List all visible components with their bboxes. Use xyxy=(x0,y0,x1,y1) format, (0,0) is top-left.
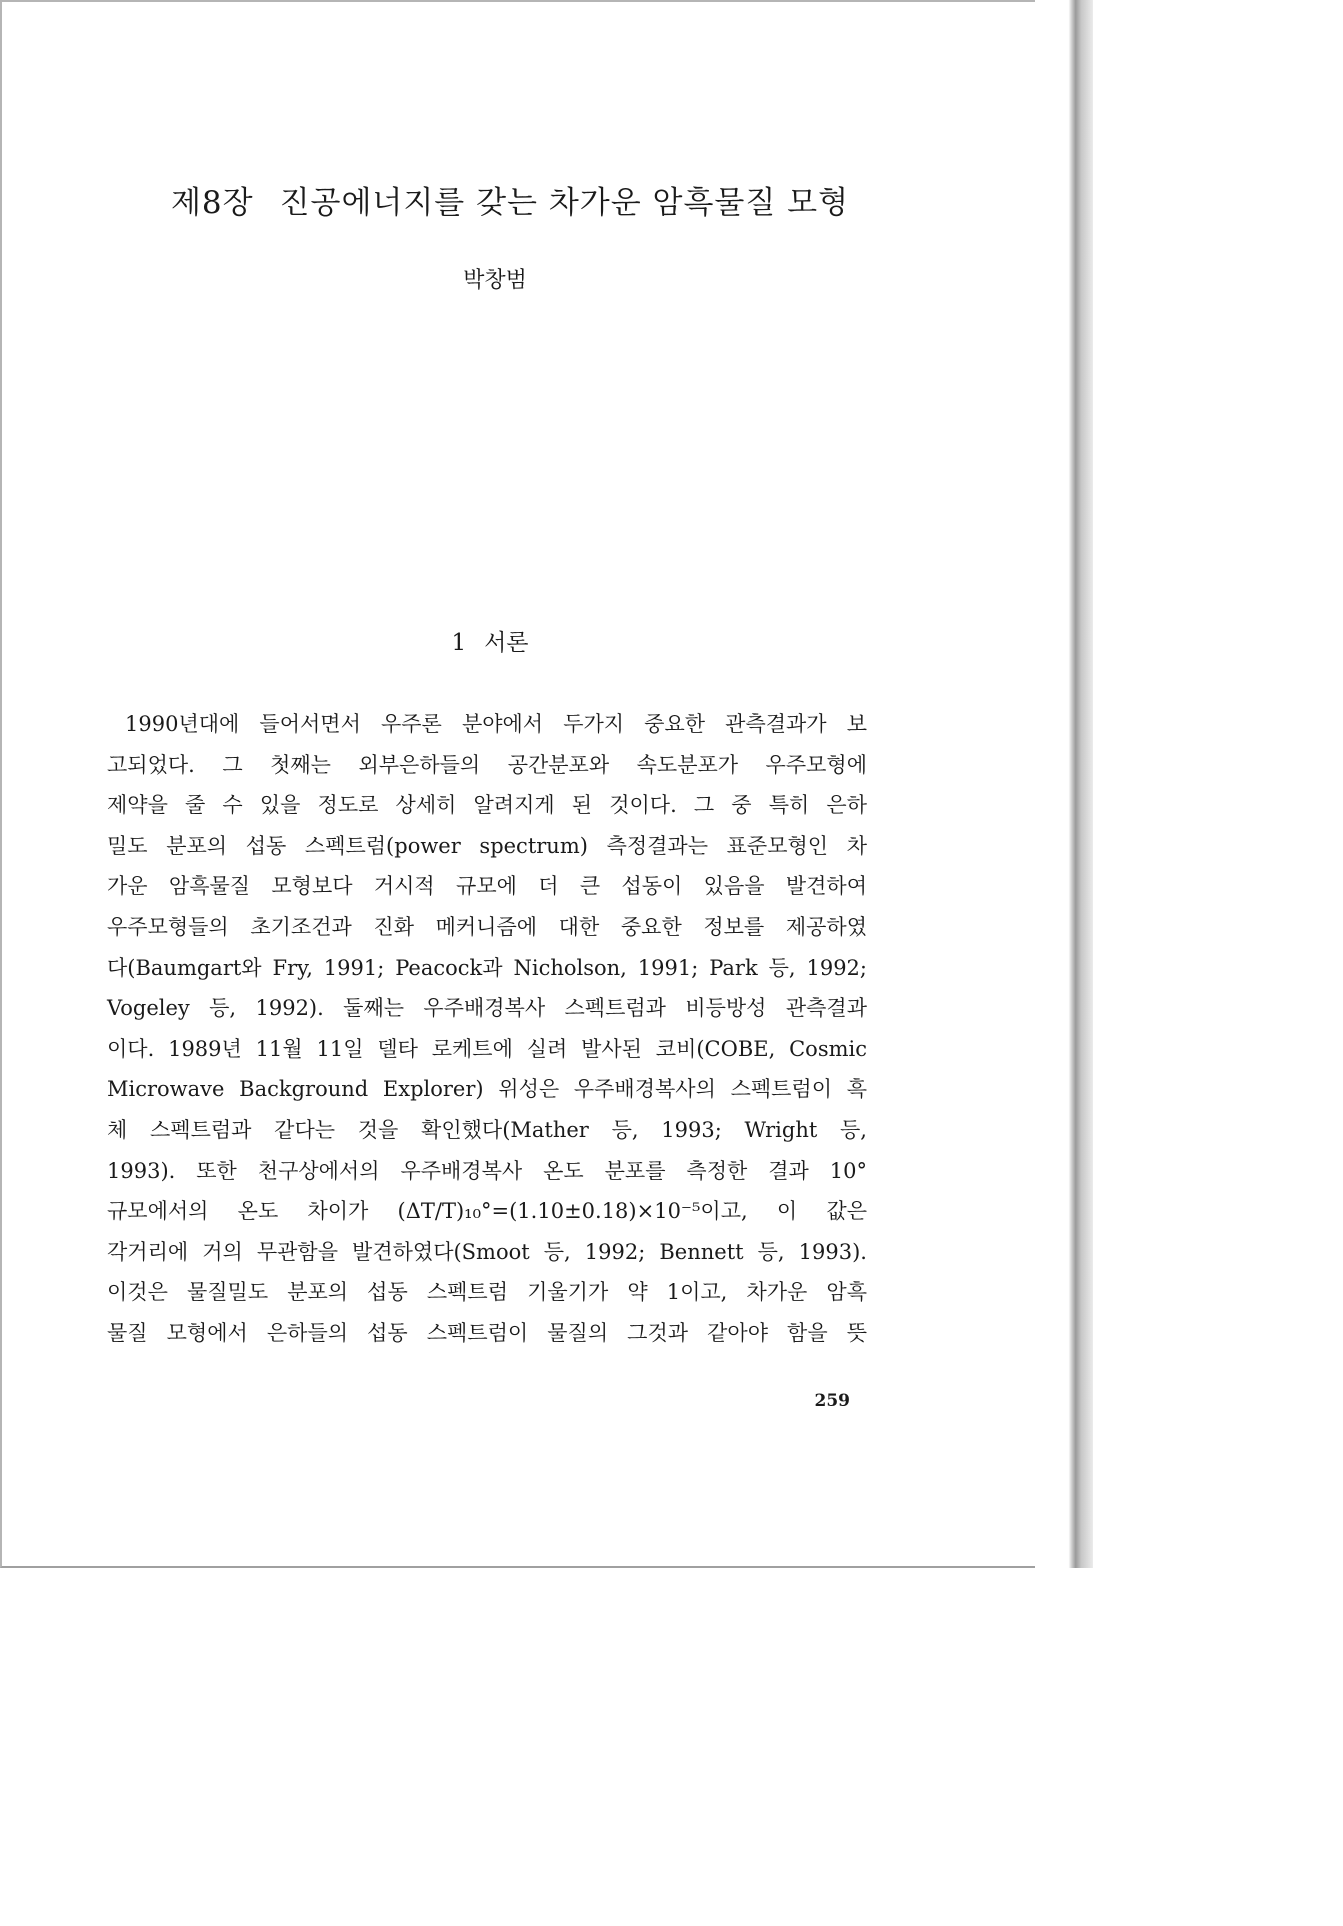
text-line: 규모에서의 온도 차이가 (ΔT/T)₁₀°=(1.10±0.18)×10⁻⁵이고, 이 값은 xyxy=(107,1199,867,1224)
text-line: 가운 암흑물질 모형보다 거시적 규모에 더 큰 섭동이 있음을 발견하여 xyxy=(107,874,867,899)
chapter-heading xyxy=(100,180,920,226)
text-line: 체 스펙트럼과 같다는 것을 확인했다(Mather 등, 1993; Wright 등, xyxy=(107,1117,867,1142)
text-line: 각거리에 거의 무관함을 발견하였다(Smoot 등, 1992; Bennett 등, 1993). xyxy=(107,1239,867,1264)
text-line: 우주모형들의 초기조건과 진화 메커니즘에 대한 중요한 정보를 제공하였 xyxy=(107,914,867,939)
section-title: 서론 xyxy=(484,630,529,656)
page-number: 259 xyxy=(814,1391,850,1411)
text-line: 1990년대에 들어서면서 우주론 분야에서 두가지 중요한 관측결과가 보 xyxy=(125,712,867,736)
text-line: 이다. 1989년 11월 11일 델타 로케트에 실려 발사된 코비(COBE, Cosmic xyxy=(107,1036,867,1061)
chapter-title: 진공에너지를 갖는 차가운 암흑물질 모형 xyxy=(279,185,850,221)
body-paragraph xyxy=(107,704,867,1354)
text-line: Vogeley 등, 1992). 둘째는 우주배경복사 스펙트럼과 비등방성 관측결과 xyxy=(107,996,867,1021)
text-line: 물질 모형에서 은하들의 섭동 스펙트럼이 물질의 그것과 같아야 함을 뜻 xyxy=(107,1320,867,1345)
chapter-number: 제8장 xyxy=(170,185,254,221)
section-number: 1 xyxy=(451,630,467,656)
text-line: 고되었다. 그 첫째는 외부은하들의 공간분포와 속도분포가 우주모형에 xyxy=(107,752,867,777)
text-line: 제약을 줄 수 있을 정도로 상세히 알려지게 된 것이다. 그 중 특히 은하 xyxy=(107,793,867,818)
page-edge-shadow xyxy=(1035,0,1093,1568)
text-line: 이것은 물질밀도 분포의 섭동 스펙트럼 기울기가 약 1이고, 차가운 암흑 xyxy=(107,1280,867,1305)
text-line: Microwave Background Explorer) 위성은 우주배경복사의 스펙트럼이 흑 xyxy=(107,1077,867,1102)
text-line: 1993). 또한 천구상에서의 우주배경복사 온도 분포를 측정한 결과 10° xyxy=(107,1158,867,1183)
text-line: 다(Baumgart와 Fry, 1991; Peacock과 Nicholson, 1991; Park 등, 1992; xyxy=(107,955,867,980)
author-name: 박창범 xyxy=(463,268,527,293)
section-heading xyxy=(100,625,880,661)
text-line: 밀도 분포의 섭동 스펙트럼(power spectrum) 측정결과는 표준모형인 차 xyxy=(107,833,867,858)
